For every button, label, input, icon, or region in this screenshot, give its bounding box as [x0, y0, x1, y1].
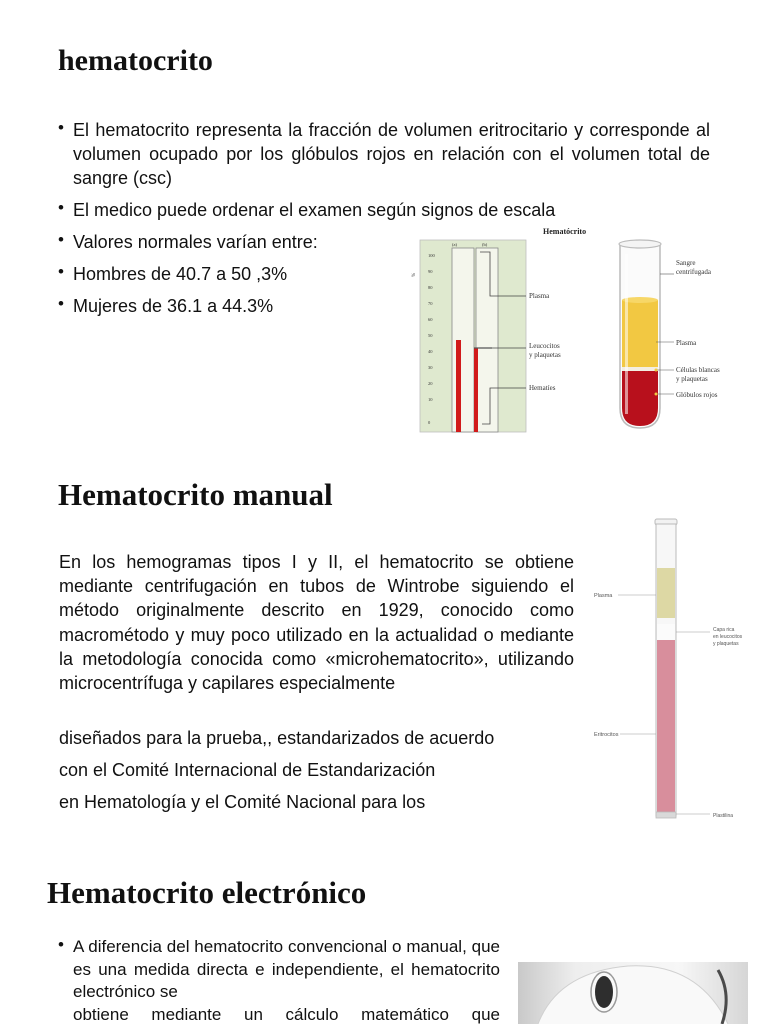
- label-leucocitos: Leucocitos: [529, 342, 560, 350]
- electronic-bullet-list: [58, 936, 500, 1026]
- scale-tick-90: 90: [428, 269, 433, 274]
- label-globulos-rojos: Glóbulos rojos: [676, 391, 718, 399]
- column-a-label: (a): [452, 242, 457, 247]
- tube-rim: [619, 240, 661, 248]
- label-en-leucocitos: en leucocitos: [713, 634, 743, 640]
- scale-tick-100: 100: [428, 253, 436, 258]
- scale-tick-10: 10: [428, 397, 433, 402]
- bullet-normal-values: • Valores normales varían entre:: [58, 230, 710, 254]
- manual-line-1: diseñados para la prueba,, estandarizados de acuerdo: [59, 728, 494, 749]
- section-title-hematocrito-manual: Hematocrito manual: [58, 477, 333, 513]
- label-celulas-blancas: Células blancas: [676, 366, 720, 374]
- scale-tick-20: 20: [428, 381, 433, 386]
- bullet-order-exam: • El medico puede ordenar el examen según signos de escala: [58, 198, 710, 222]
- red-cell-column-b: [474, 348, 478, 432]
- hematocrit-diagram: [408, 224, 758, 436]
- tube-highlight: [625, 254, 628, 414]
- label-y-plaquetas-manual: y plaquetas: [713, 641, 739, 647]
- label-plastilina: Plastilina: [713, 813, 733, 819]
- centrifuged-test-tube: [619, 240, 661, 428]
- section-title-hematocrito: hematocrito: [58, 44, 213, 78]
- hematology-analyzer-photo: [518, 962, 748, 1024]
- label-plaquetas-right: y plaquetas: [676, 375, 708, 383]
- diagram-title: Hematócrito: [543, 227, 586, 236]
- bullet-men-range: • Hombres de 40.7 a 50 ,3%: [58, 262, 710, 286]
- label-eritrocitos: Eritrocitos: [594, 732, 619, 738]
- device-port: [595, 976, 613, 1008]
- label-capa-rica: Capa rica: [713, 627, 735, 633]
- wintrobe-sealant: [656, 812, 676, 818]
- label-plasma-right: Plasma: [676, 339, 697, 347]
- manual-line-2: con el Comité Internacional de Estandarización: [59, 760, 435, 781]
- column-b-label: (b): [482, 242, 488, 247]
- wintrobe-plasma-layer: [657, 568, 675, 618]
- red-cell-column-a: [456, 340, 461, 432]
- bullet-electronic-last-line: obtiene mediante un cálculo matemático que: [73, 1004, 500, 1026]
- label-plasma-left: Plasma: [529, 292, 550, 300]
- scale-tick-40: 40: [428, 349, 433, 354]
- scale-unit-label: %: [412, 273, 417, 277]
- label-centrifugada: centrifugada: [676, 268, 712, 276]
- scale-tick-30: 30: [428, 365, 433, 370]
- label-plaquetas-left: y plaquetas: [529, 351, 561, 359]
- scale-tick-0: 0: [428, 420, 431, 425]
- point-celulas: [655, 369, 658, 372]
- point-globulos: [655, 393, 658, 396]
- wintrobe-buffy-coat: [657, 624, 675, 640]
- tube-column-b: [476, 248, 498, 432]
- section-title-hematocrito-electronico: Hematocrito electrónico: [47, 875, 366, 911]
- bullet-definition: • El hematocrito representa la fracción de volumen eritrocitario y corresponde al volumen ocupado por los glóbulos rojos en relación con el volumen total de sangre (csc): [58, 118, 710, 190]
- scale-tick-50: 50: [428, 333, 433, 338]
- manual-method-paragraph: En los hemogramas tipos I y II, el hematocrito se obtiene mediante centrifugación en tubos de Wintrobe siguiendo el método originalmente descrito en 1929, conocido como macrométodo y muy poco utilizado en la actualidad o mediante la metodología conocida como «microhematocrito», utilizando microcentrífuga y capilares especialmente: [59, 550, 574, 695]
- tube-column-a: [452, 248, 474, 432]
- scale-tick-80: 80: [428, 285, 433, 290]
- scale-tick-70: 70: [428, 301, 433, 306]
- bullet-electronic-text: A diferencia del hematocrito convencional o manual, que es una medida directa e independiente, el hematocrito electrónico se: [73, 937, 500, 1001]
- wintrobe-tube-diagram: [588, 512, 748, 824]
- label-plasma-manual: Plasma: [594, 593, 613, 599]
- scale-tick-60: 60: [428, 317, 433, 322]
- manual-line-3: en Hematología y el Comité Nacional para los: [59, 792, 425, 813]
- wintrobe-red-cells: [657, 640, 675, 814]
- bullet-women-range: • Mujeres de 36.1 a 44.3%: [58, 294, 710, 318]
- bullet-electronic: [58, 936, 500, 1026]
- label-sangre: Sangre: [676, 259, 695, 267]
- label-hematies: Hematíes: [529, 384, 556, 392]
